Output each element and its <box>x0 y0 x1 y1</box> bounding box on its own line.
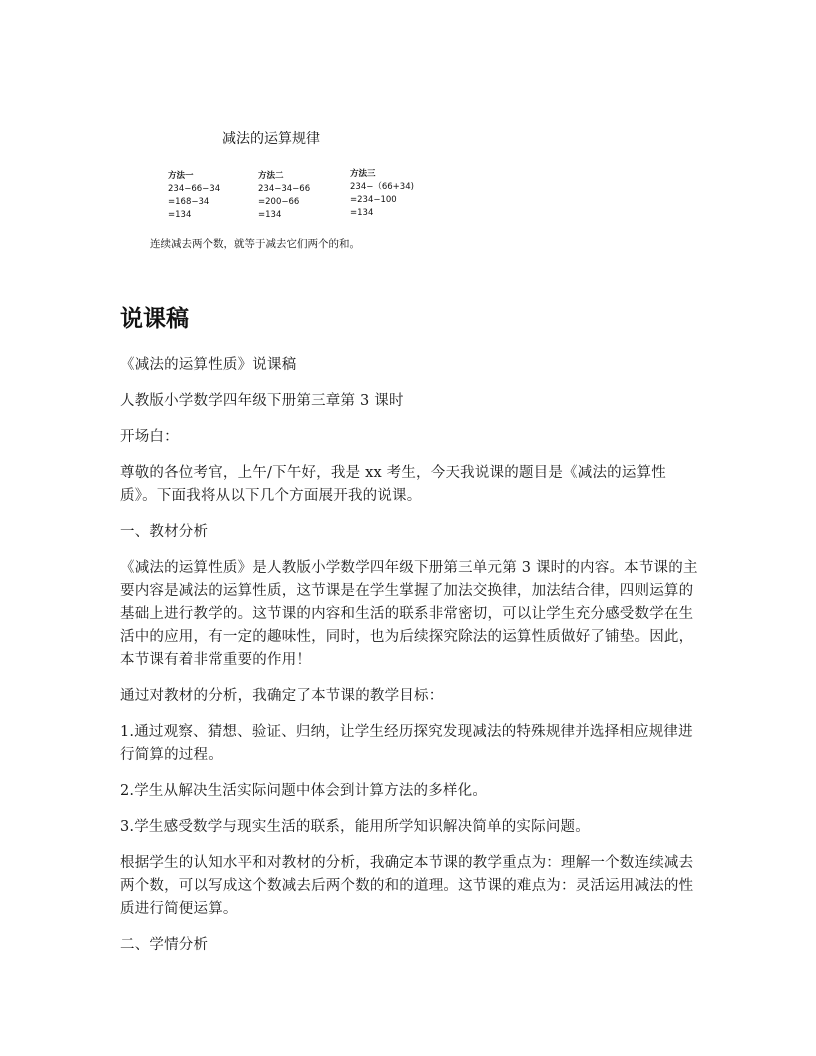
method-step: =134 <box>350 208 374 218</box>
method-name: 方法一 <box>168 171 194 181</box>
method-step: =134 <box>168 210 192 220</box>
rule-figure <box>140 120 440 260</box>
section-heading-textbook-analysis: 一、教材分析 <box>120 524 209 540</box>
figure-title: 减法的运算规律 <box>222 131 320 147</box>
textbook-info: 人教版小学数学四年级下册第三章第 3 课时 <box>120 393 404 409</box>
method-two <box>258 170 310 222</box>
method-step: =168−34 <box>168 197 210 207</box>
goal-item-3: 3.学生感受数学与现实生活的联系，能用所学知识解决简单的实际问题。 <box>120 819 590 835</box>
goal-item-1: 1.通过观察、猜想、验证、归纳，让学生经历探究发现减法的特殊规律并选择相应规律进行简算的过程。 <box>120 724 693 763</box>
method-step: =134 <box>258 210 282 220</box>
figure-rule-text: 连续减去两个数，就等于减去它们两个的和。 <box>150 238 360 250</box>
method-step: 234−66−34 <box>168 184 221 194</box>
method-name: 方法三 <box>350 169 376 179</box>
page-heading: 说课稿 <box>120 306 189 332</box>
document-body <box>120 354 700 970</box>
opening-paragraph: 尊敬的各位考官，上午/下午好，我是 xx 考生，今天我说课的题目是《减法的运算性质》。下面我将从以下几个方面展开我的说课。 <box>120 465 666 504</box>
goal-item-2: 2.学生从解决生活实际问题中体会到计算方法的多样化。 <box>120 783 488 799</box>
key-points-paragraph: 根据学生的认知水平和对教材的分析，我确定本节课的教学重点为：理解一个数连续减去两个数，可以写成这个数减去后两个数的和的道理。这节课的难点为：灵活运用减法的性质进行简便运算。 <box>120 855 694 917</box>
goals-intro: 通过对教材的分析，我确定了本节课的教学目标： <box>120 688 444 704</box>
method-step: =200−66 <box>258 197 300 207</box>
textbook-analysis-paragraph: 《减法的运算性质》是人教版小学数学四年级下册第三单元第 3 课时的内容。本节课的主要内容是减法的运算性质，这节课是在学生掌握了加法交换律，加法结合律，四则运算的基础上进行教学的。这节课的内容和生活的联系非常密切，可以让学生充分感受数学在生活中的应用，有一定的趣味性，同时，也为后续探究除法的运算性质做好了铺垫。因此，本节课有着非常重要的作用！ <box>120 560 698 668</box>
method-step: 234−34−66 <box>258 184 311 194</box>
method-step: =234−100 <box>350 195 397 205</box>
lesson-title: 《减法的运算性质》说课稿 <box>120 357 297 373</box>
section-heading-student-analysis: 二、学情分析 <box>120 937 209 953</box>
method-one <box>168 170 220 222</box>
method-three <box>350 168 414 220</box>
method-step: 234−（66+34) <box>350 182 414 192</box>
opening-label: 开场白： <box>120 429 179 445</box>
method-name: 方法二 <box>258 171 284 181</box>
